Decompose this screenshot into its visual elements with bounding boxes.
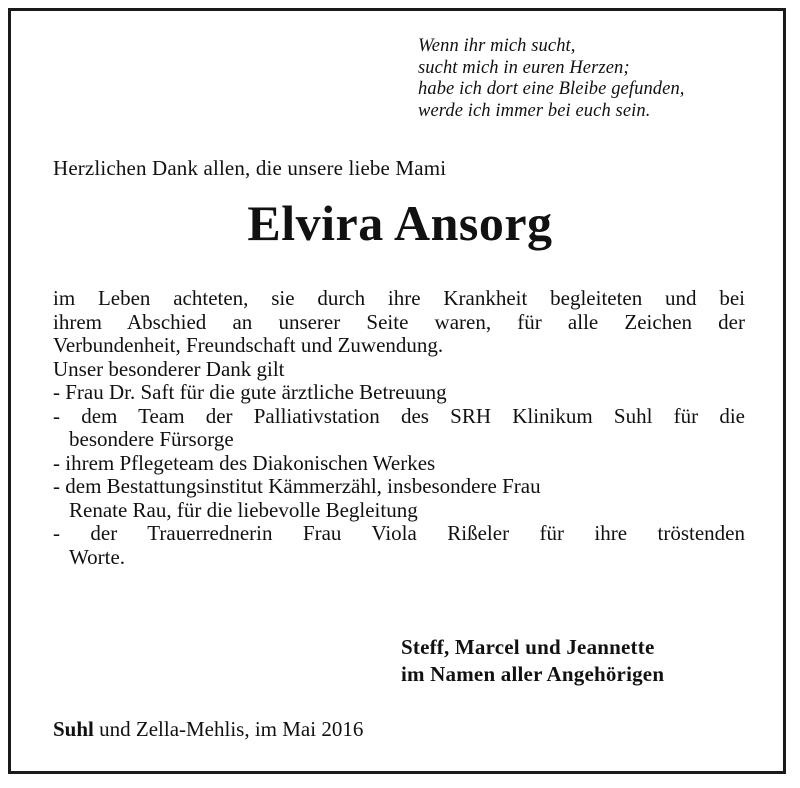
body-line: ihrem Abschied an unserer Seite waren, für alle Zeichen der [53, 309, 745, 334]
poem-line: Wenn ihr mich sucht, [418, 36, 576, 56]
place-date [53, 717, 363, 742]
thanks-body [53, 287, 745, 569]
thanks-item: - dem Bestattungsinstitut Kämmerzähl, insbesondere Frau [53, 474, 541, 498]
body-line: Unser besonderer Dank gilt [53, 356, 285, 381]
intro-text: Herzlichen Dank allen, die unsere liebe Mami [53, 156, 447, 180]
deceased-name: Elvira Ansorg [247, 195, 553, 251]
poem [418, 36, 685, 122]
place-town: Suhl [53, 717, 94, 741]
signature-names: Steff, Marcel und Jeannette [401, 635, 655, 659]
thanks-item-continued: Renate Rau, für die liebevolle Begleitung [69, 497, 418, 522]
poem-line: werde ich immer bei euch sein. [418, 100, 651, 121]
poem-line: habe ich dort eine Bleibe gefunden, [418, 79, 685, 99]
signature [401, 634, 664, 688]
thanks-item-continued: Worte. [69, 544, 126, 569]
thanks-item: - ihrem Pflegeteam des Diakonischen Werkes [53, 450, 436, 475]
poem-line: sucht mich in euren Herzen; [418, 57, 630, 78]
signature-relation: im Namen aller Angehörigen [401, 662, 665, 686]
thanks-item-continued: besondere Fürsorge [69, 427, 234, 451]
thanks-item: - der Trauerrednerin Frau Viola Rißeler für ihre tröstenden [53, 521, 745, 545]
thanks-item: - Frau Dr. Saft für die gute ärztliche Betreuung [53, 380, 447, 404]
body-line: im Leben achteten, sie durch ihre Krankheit begleiteten und bei [53, 286, 745, 310]
body-line: Verbundenheit, Freundschaft und Zuwendung. [53, 333, 444, 357]
place-date-rest: und Zella-Mehlis, im Mai 2016 [93, 717, 364, 741]
thanks-item: - dem Team der Palliativstation des SRH Klinikum Suhl für die [53, 403, 745, 428]
